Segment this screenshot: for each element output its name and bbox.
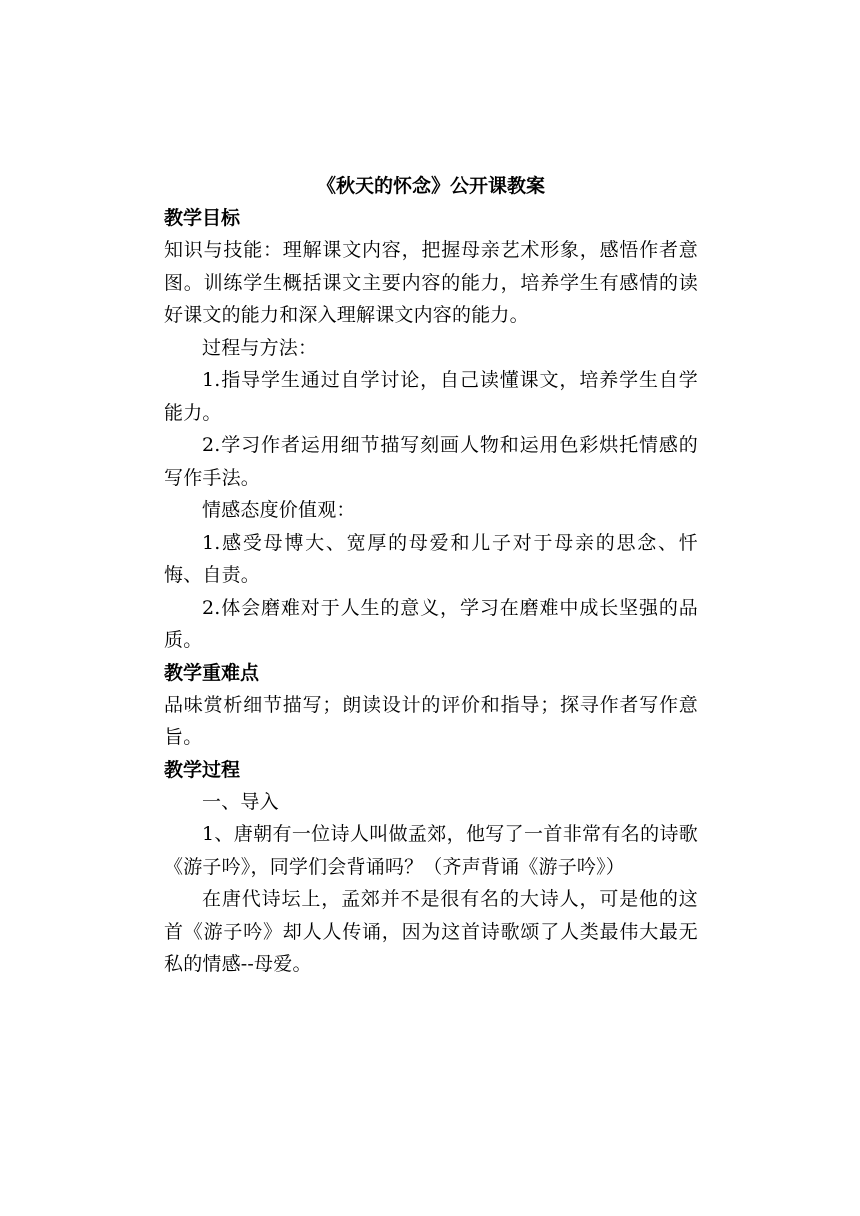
document-title: 《秋天的怀念》公开课教案 xyxy=(316,175,545,197)
paragraph-key-points: 品味赏析细节描写；朗读设计的评价和指导；探寻作者写作意旨。 xyxy=(164,693,698,748)
paragraph-process-method-2: 2.学习作者运用细节描写刻画人物和运用色彩烘托情感的写作手法。 xyxy=(164,434,698,489)
paragraph-knowledge-skills: 知识与技能：理解课文内容，把握母亲艺术形象，感悟作者意图。训练学生概括课文主要内容的能力，培养学生有感情的读好课文的能力和深入理解课文内容的能力。 xyxy=(164,239,698,326)
paragraph-emotion-2: 2.体会磨难对于人生的意义，学习在磨难中成长坚强的品质。 xyxy=(164,596,698,651)
paragraph-process-method-1: 1.指导学生通过自学讨论，自己读懂课文，培养学生自学能力。 xyxy=(164,369,698,424)
label-process-method: 过程与方法： xyxy=(202,336,318,359)
label-emotion-values: 情感态度价值观： xyxy=(202,499,356,521)
document-page xyxy=(164,170,698,981)
paragraph-intro-2: 在唐代诗坛上，孟郊并不是很有名的大诗人，可是他的这首《游子吟》却人人传诵，因为这首诗歌颂了人类最伟大最无私的情感--母爱。 xyxy=(164,888,698,975)
section-heading-key-points: 教学重难点 xyxy=(164,661,260,684)
section-heading-process: 教学过程 xyxy=(164,758,241,781)
paragraph-intro-1: 1、唐朝有一位诗人叫做孟郊，他写了一首非常有名的诗歌《游子吟》，同学们会背诵吗？（齐声背诵《游子吟》） xyxy=(164,823,698,878)
section-heading-objectives: 教学目标 xyxy=(164,207,241,229)
paragraph-emotion-1: 1.感受母博大、宽厚的母爱和儿子对于母亲的思念、忏悔、自责。 xyxy=(164,531,698,586)
label-intro: 一、导入 xyxy=(202,790,279,813)
